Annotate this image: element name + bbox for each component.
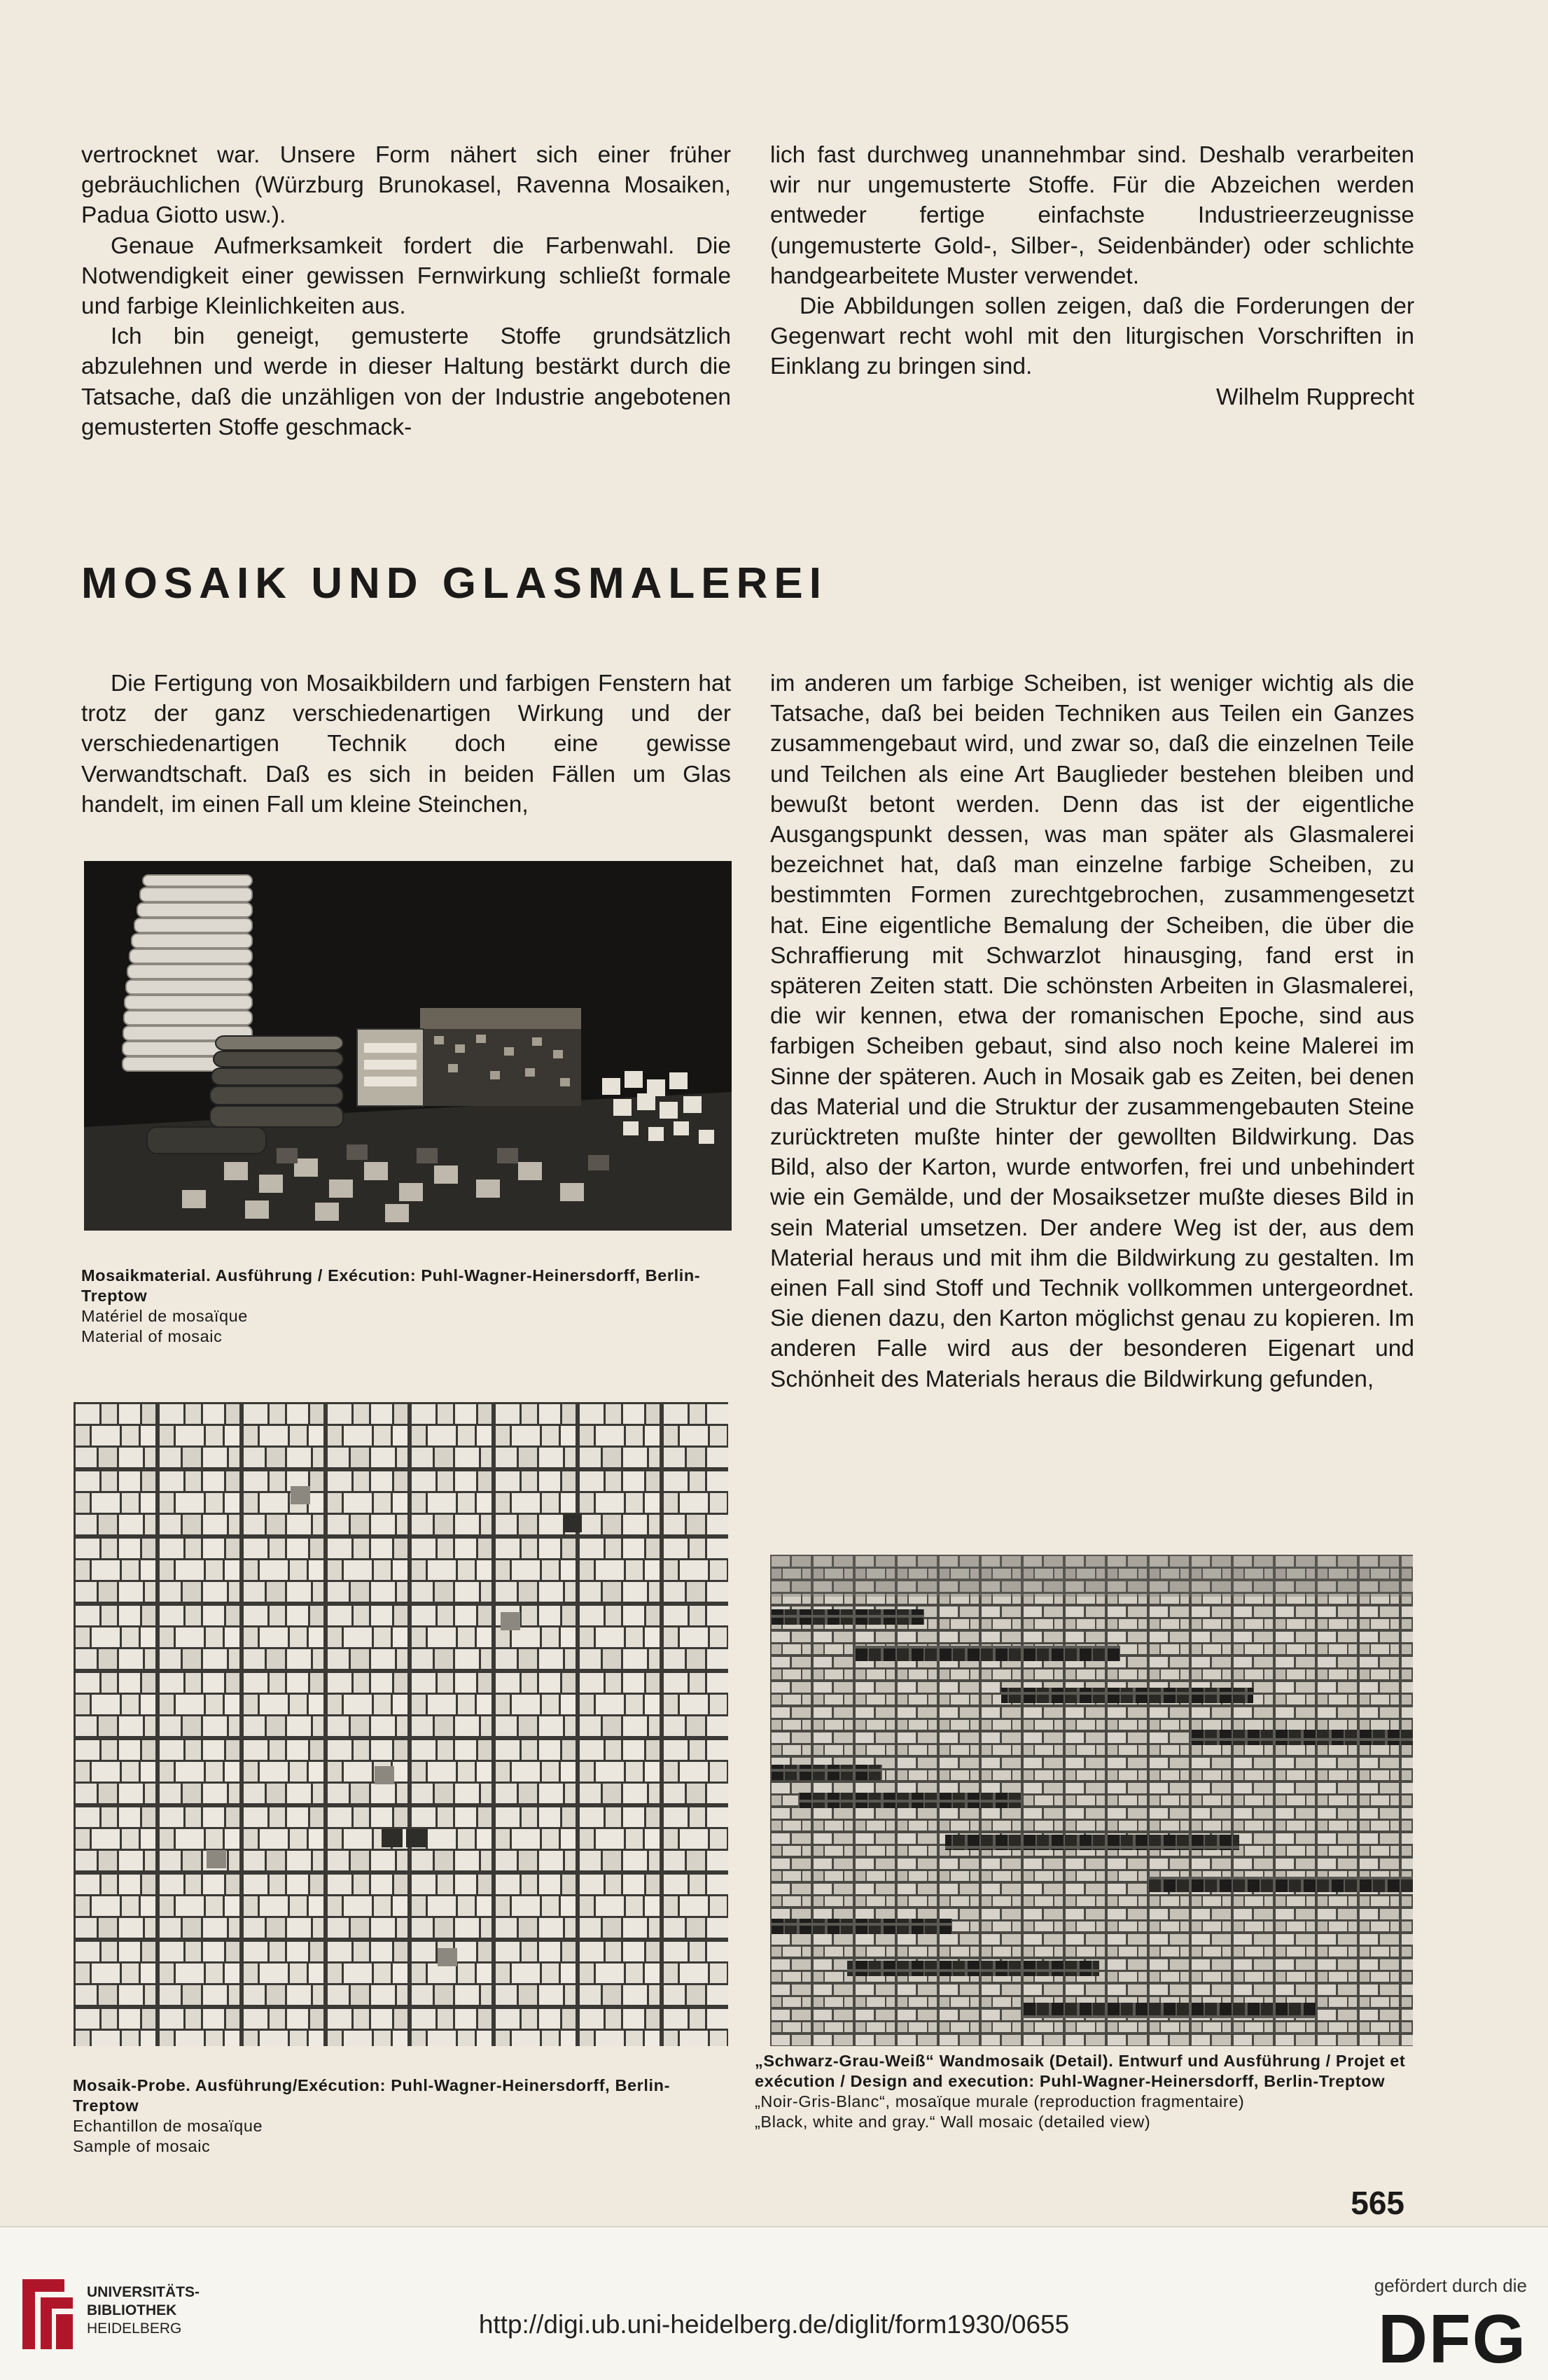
library-line: BIBLIOTHEK (87, 2302, 177, 2318)
caption-french: Echantillon de mosaïque (73, 2117, 263, 2135)
caption-title: Mosaik-Probe. Ausführung/Exécution: Puhl-Wagner-Heinersdorff, Berlin-Treptow (73, 2076, 671, 2115)
article-top-left-column (81, 140, 731, 442)
caption-title: Mosaikmaterial. Ausführung / Exécution: Puhl-Wagner-Heinersdorff, Berlin-Treptow (81, 1266, 701, 1305)
caption-english: Sample of mosaic (73, 2137, 211, 2155)
caption-english: „Black, white and gray.“ Wall mosaic (detailed view) (755, 2113, 1151, 2131)
caption-french: „Noir-Gris-Blanc“, mosaïque murale (reproduction fragmentaire) (755, 2092, 1245, 2110)
permalink-url[interactable]: http://digi.ub.uni-heidelberg.de/diglit/form1930/0655 (478, 2310, 1070, 2339)
paragraph: Die Fertigung von Mosaikbildern und farbigen Fenstern hat trotz der ganz verschiedenartigen Wirkung und der verschiedenartigen Technik doch eine gewisse Verwandtschaft. Daß es sich in beiden Fällen um Glas handelt, im einen Fall um kleine Steinchen, (81, 671, 731, 818)
page-number: 565 (1351, 2185, 1404, 2221)
author-signature: Wilhelm Rupprecht (1216, 384, 1414, 410)
mosaic-sample-photo (74, 1402, 728, 2046)
paragraph: im anderen um farbige Scheiben, ist weniger wichtig als die Tatsache, daß bei beiden Techniken aus Teilen ein Ganzes zusammengebaut wird, und zwar so, daß die einzelnen Teile und Teilchen als eine Art Bauglieder bestehen bleiben und bewußt betont werden. Denn das ist der eigentliche Ausgangspunkt dessen, was man später als Glasmalerei bezeichnet hat, daß man einzelne farbige Scheiben, zu bestimmten Formen zurechtgebrochen, zusammengesetzt hat. Eine eigentliche Bemalung der Scheiben, die über die Schraffierung mit Schwarzlot hinausging, fand erst in späteren Zeiten statt. Die schönsten Arbeiten in Glasmalerei, die wir kennen, etwa der romanischen Epoche, sind aus farbigen Scheiben gebaut, sind also noch keine Malerei im Sinne der späteren. Auch in Mosaik gab es Zeiten, bei denen das Material und die Struktur der zusammengebauten Steine zurücktreten mußte hinter der gewollten Bildwirkung. Das Bild, also der Karton, wurde entworfen, frei und unbehindert wie ein Gemälde, und der Mosaiksetzer mußte dieses Bild in sein Material umsetzen. Der andere Weg ist der, aus dem Material heraus und mit ihm die Bildwirkung zu gestalten. Im einen Fall sind Stoff und Technik vollkommen untergeordnet. Sie dienen dazu, den Karton möglichst genau zu kopieren. Im anderen Falle wird aus der besonderen Eigenart und Schönheit des Materials heraus die Bildwirkung gefunden, (770, 671, 1414, 1392)
section-left-column (81, 668, 731, 820)
library-line: UNIVERSITÄTS- (87, 2284, 200, 2300)
caption-wall-mosaic (755, 2051, 1416, 2132)
caption-english: Material of mosaic (81, 1327, 223, 1345)
paragraph: lich fast durchweg unannehmbar sind. Deshalb verarbeiten wir nur ungemusterte Stoffe. Für die Abzeichen werden entweder fertige einfachste Industrieerzeugnisse (ungemusterte Gold-, Silber-, Seidenbänder) oder schlichte handgearbeitete Muster verwendet. (770, 142, 1414, 289)
funding-note: gefördert durch die (1374, 2275, 1527, 2296)
dfg-logo: DFG (1378, 2300, 1527, 2377)
library-line: HEIDELBERG (87, 2320, 182, 2337)
section-right-column (770, 668, 1414, 1394)
caption-title: „Schwarz-Grau-Weiß“ Wandmosaik (Detail). Entwurf und Ausführung / Projet et exécution / Design and execution: Puhl-Wagner-Heinersdorff, Berlin-Treptow (755, 2052, 1406, 2090)
paragraph: Die Abbildungen sollen zeigen, daß die Forderungen der Gegenwart recht wohl mit den liturgischen Vorschriften in Einklang zu bringen sind. (770, 293, 1414, 380)
paragraph: Genaue Aufmerksamkeit fordert die Farbenwahl. Die Notwendigkeit einer gewissen Fernwirkung schließt formale und farbige Kleinlichkeiten aus. (81, 232, 731, 320)
caption-french: Matériel de mosaïque (81, 1307, 248, 1325)
caption-mosaic-material (81, 1266, 736, 1347)
paragraph: vertrocknet war. Unsere Form nähert sich einer früher gebräuchlichen (Würzburg Brunokasel, Ravenna Mosaiken, Padua Giotto usw.). (81, 142, 731, 229)
paragraph: Ich bin geneigt, gemusterte Stoffe grundsätzlich abzulehnen und werde in dieser Haltung bestärkt durch die Tatsache, daß die unzähligen von der Industrie angebotenen gemusterten Stoffe geschmack- (81, 323, 731, 440)
digitization-footer (0, 2226, 1548, 2380)
wall-mosaic-photo (770, 1555, 1413, 2046)
article-top-right-column (770, 140, 1414, 412)
caption-mosaic-sample (73, 2076, 731, 2157)
section-title: MOSAIK UND GLASMALEREI (81, 559, 828, 608)
mosaic-material-photo (84, 861, 732, 1231)
